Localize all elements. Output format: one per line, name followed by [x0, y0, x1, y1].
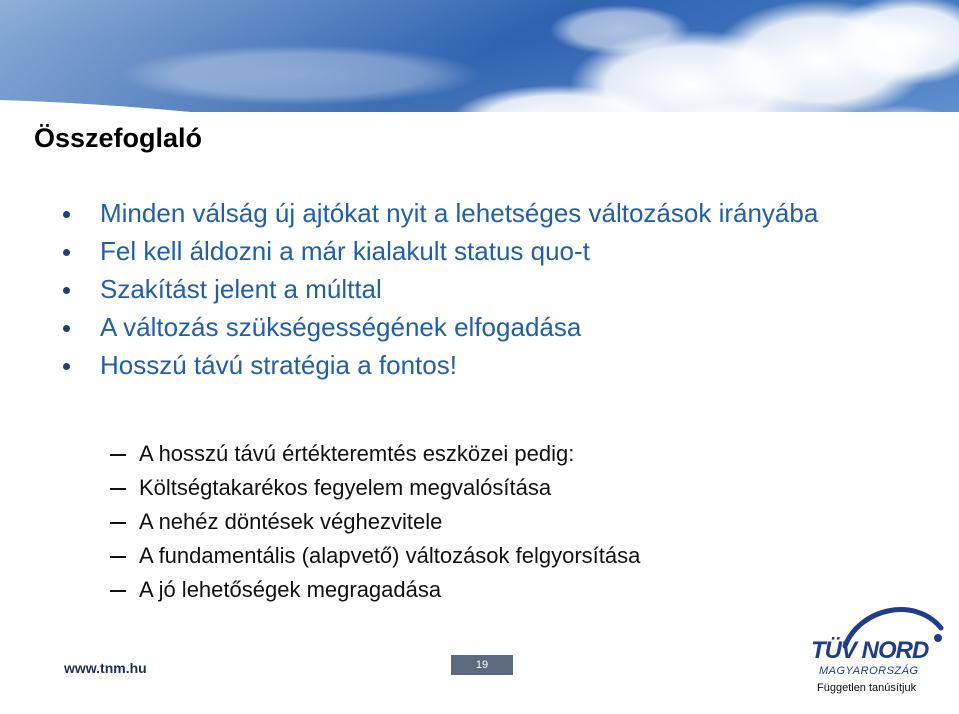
bullet-item: [63, 198, 860, 229]
page-number: 19: [451, 655, 513, 675]
bullet-dot-icon: [63, 211, 70, 218]
bullet-text: Fel kell áldozni a már kialakult status quo-t: [100, 236, 590, 266]
bullet-text: Szakítást jelent a múlttal: [100, 274, 382, 304]
bullet-item: [63, 312, 923, 343]
bullet-item: [63, 274, 923, 305]
bullet-item: [63, 350, 923, 381]
bullet-dot-icon: [63, 363, 70, 370]
sub-bullet-text: A jó lehetőségek megragadása: [139, 577, 442, 602]
dash-icon: [110, 590, 126, 592]
sub-bullet-text: Költségtakarékos fegyelem megvalósítása: [139, 475, 552, 500]
dash-icon: [110, 556, 126, 558]
bullet-text: Hosszú távú stratégia a fontos!: [100, 350, 457, 380]
bullet-dot-icon: [63, 249, 70, 256]
footer-url: www.tnm.hu: [64, 660, 147, 676]
sub-bullet-item: [110, 576, 640, 603]
sub-bullet-item: [110, 440, 640, 467]
dash-icon: [110, 488, 126, 490]
tuv-nord-logo: [805, 598, 945, 698]
sub-bullet-text: A hosszú távú értékteremtés eszközei pedig:: [139, 441, 575, 466]
bullet-list: [63, 198, 923, 388]
bullet-text: A változás szükségességének elfogadása: [100, 312, 582, 342]
sub-bullet-item: [110, 508, 640, 535]
sub-bullet-list: [110, 440, 640, 610]
sub-bullet-text: A fundamentális (alapvető) változások felgyorsítása: [139, 543, 641, 568]
slide-title: Összefoglaló: [34, 123, 203, 153]
bullet-dot-icon: [63, 287, 70, 294]
bullet-text: Minden válság új ajtókat nyit a lehetséges változások irányába: [100, 198, 819, 228]
logo-country: MAGYARORSZÁG: [819, 665, 919, 677]
logo-tagline: Független tanúsítjuk: [817, 682, 917, 694]
sub-bullet-text: A nehéz döntések véghezvitele: [139, 509, 443, 534]
bullet-dot-icon: [63, 325, 70, 332]
dash-icon: [110, 522, 126, 524]
logo-brand: TÜV NORD: [811, 637, 929, 664]
bullet-item: [63, 236, 923, 267]
dash-icon: [110, 454, 126, 456]
sub-bullet-item: [110, 542, 640, 569]
sub-bullet-item: [110, 474, 640, 501]
